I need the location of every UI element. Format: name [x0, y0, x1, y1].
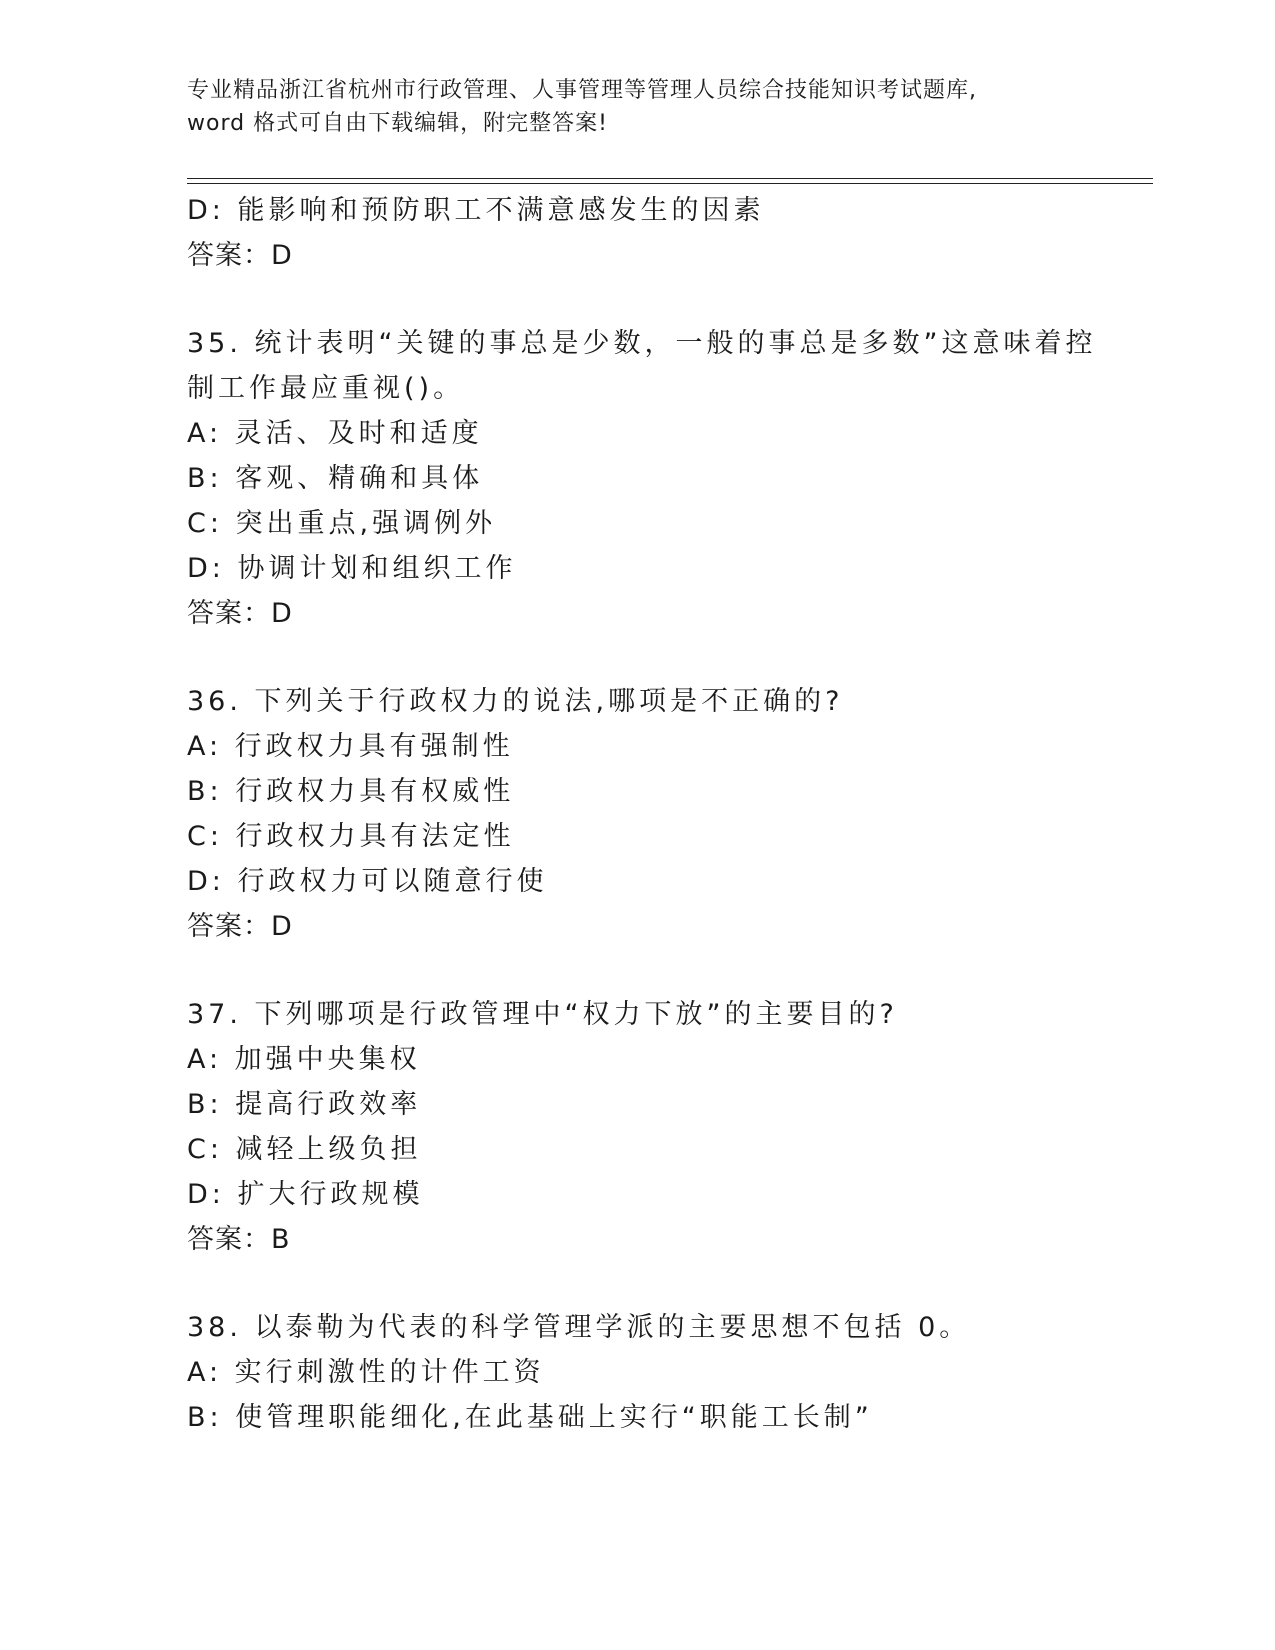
header-divider-bottom	[187, 183, 1153, 184]
option-a: A: 加强中央集权	[187, 1044, 421, 1075]
option-c: C: 突出重点,强调例外	[187, 508, 497, 539]
answer-label: 答案：D	[187, 598, 293, 629]
answer-label: 答案：B	[187, 1224, 291, 1255]
question-stem: 38. 以泰勒为代表的科学管理学派的主要思想不包括 0。	[187, 1312, 971, 1343]
header-line-1: 专业精品浙江省杭州市行政管理、人事管理等管理人员综合技能知识考试题库,	[187, 78, 977, 103]
question-stem: 37. 下列哪项是行政管理中“权力下放”的主要目的?	[187, 999, 898, 1030]
question-37	[187, 992, 1153, 1263]
question-36	[187, 679, 1153, 950]
option-a: A: 灵活、及时和适度	[187, 418, 483, 449]
header-line-2: word 格式可自由下载编辑，附完整答案!	[187, 111, 608, 136]
option-c: C: 减轻上级负担	[187, 1134, 422, 1165]
option-d: D: 行政权力可以随意行使	[187, 866, 548, 897]
question-35	[187, 321, 1153, 637]
question-stem: 36. 下列关于行政权力的说法,哪项是不正确的?	[187, 686, 844, 717]
header-divider-top	[187, 178, 1153, 179]
option-b: B: 使管理职能细化,在此基础上实行“职能工长制”	[187, 1402, 873, 1433]
question-38	[187, 1305, 1153, 1440]
document-header	[187, 74, 1087, 140]
option-b: B: 客观、精确和具体	[187, 463, 484, 494]
question-stem-continued: 制工作最应重视()。	[187, 373, 465, 404]
option-a: A: 实行刺激性的计件工资	[187, 1357, 545, 1388]
answer-label: 答案：D	[187, 911, 293, 942]
option-b: B: 行政权力具有权威性	[187, 776, 515, 807]
question-stem: 35. 统计表明“关键的事总是少数，一般的事总是多数”这意味着控	[187, 328, 1097, 359]
option-d: D: 协调计划和组织工作	[187, 553, 517, 584]
option-a: A: 行政权力具有强制性	[187, 731, 514, 762]
option-c: C: 行政权力具有法定性	[187, 821, 515, 852]
question-34-tail	[187, 188, 1153, 279]
question-content	[187, 188, 1153, 1440]
answer-label: 答案：D	[187, 240, 293, 271]
option-b: B: 提高行政效率	[187, 1089, 422, 1120]
option-d: D: 扩大行政规模	[187, 1179, 424, 1210]
option-d: D: 能影响和预防职工不满意感发生的因素	[187, 195, 765, 226]
